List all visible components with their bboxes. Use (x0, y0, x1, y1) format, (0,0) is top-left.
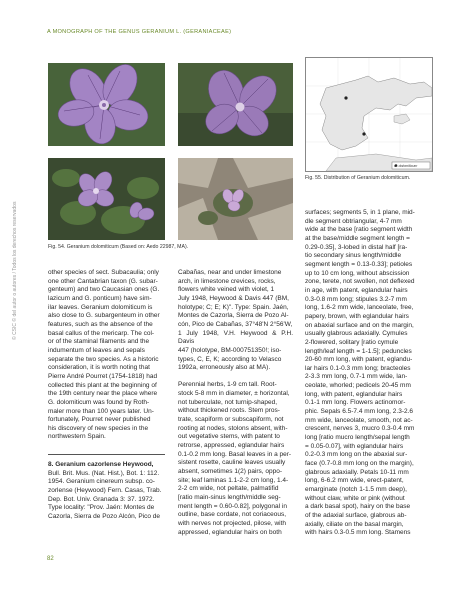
text-line: 1954. Geranium cinereum subsp. co- (48, 478, 155, 486)
text-line: stock 5-8 mm in diameter, ± horizontal, (178, 390, 290, 398)
text-line: Montes de Cazorla, Sierra de Pozo Al- (178, 312, 289, 320)
text-line: sistent rosette, cauline leaves usually (178, 459, 286, 467)
text-line: ment length = 0.60-0.82], polygonal in (178, 502, 287, 510)
text-line: also close to G. subargenteum in other (48, 312, 160, 320)
text-line: one other Cantabrian taxon (G. subar- (48, 277, 158, 285)
text-line: out vegetative stems, with patent to (178, 433, 280, 441)
text-line: up to 10 cm long, without abscission (305, 269, 410, 277)
text-line: lazicum and G. ponticum) have sim- (48, 294, 152, 302)
text-line: or of the staminal filaments and the (48, 338, 150, 346)
text-line: on abaxial surface and on the margin, (305, 321, 414, 329)
text-line: Pierre André Pourret (1754-1818) had (48, 372, 158, 380)
text-line: fortunately, Pourret never published (48, 416, 151, 424)
figure-54-caption: Fig. 54. Geranium dolomiticum (Based on: Aedo 22987, MA). (48, 244, 189, 250)
text-line: maler more than 100 years later. Un- (48, 407, 154, 415)
text-line: 1 July 1948, V.H. Heywood & P.H. Davis (178, 329, 293, 346)
text-line: July 1948, Heywood & Davis 447 (BM, (178, 294, 289, 302)
text-line: genteum) and two Caucasian ones (G. (48, 286, 160, 294)
section-rule (48, 454, 165, 455)
text-line: outline, base cordate, not coriaceous, (178, 511, 287, 519)
text-line: arch, in limestone crevices, rocks, (178, 277, 276, 285)
text-line: the 19th century near the place where (48, 390, 158, 398)
copyright-sidenote: © CSIC © del autor o autores / Todos los derechos reservados (12, 201, 18, 340)
map-locality-marker (344, 96, 347, 99)
text-line: holotype; C; E; K)". Type: Spain. Jaén, (178, 303, 289, 311)
text-line: mm wide, lanceolate, smooth, not ac- (305, 416, 413, 424)
text-line: zone, terete, not swollen, not deflexed (305, 278, 415, 286)
text-line: glabrous adaxially. Petals 10-11 mm (305, 468, 409, 476)
text-line: ilar leaves. Geranium dolomiticum is (48, 303, 153, 311)
text-line: flowers white veined with violet, 1 (178, 286, 275, 294)
text-line: length/leaf length = 1-1.5]; peduncles (305, 347, 412, 355)
text-line: Bull. Brit. Mus. (Nat. Hist.), Bot. 1: 112. (48, 469, 160, 477)
text-line: 0.1-0.2 mm long. Basal leaves in a per- (178, 450, 292, 458)
text-line: Cabañas, near and under limestone (178, 269, 282, 276)
photo-flower-closeup (48, 63, 165, 146)
text-line: appressed, eglandular hairs on both (178, 528, 282, 536)
text-line: usually glabrous adaxially. Cymules (305, 330, 408, 338)
text-line: absent, sometimes 1(2) pairs, oppo- (178, 468, 283, 476)
text-line: northwestern Spain. (48, 433, 106, 441)
text-line: separate the two species. As a historic (48, 355, 159, 363)
text-line: a dark basal spot), hairy on the base (305, 503, 411, 511)
text-line: long, with patent, eglandular hairs (305, 390, 403, 398)
text-line: phic. Sepals 6.5-7.4 mm long, 2.3-2.6 (305, 408, 414, 416)
text-line: face (0.7-0.8 mm long on the margin), (305, 460, 414, 468)
text-line: not tuberculate, not turnip-shaped, (178, 398, 278, 406)
text-line: G. dolomiticum was found by Roth- (48, 398, 150, 406)
text-line: 0.2-0.3 mm long on the abaxial sur- (305, 451, 408, 459)
text-line: types, C, E, K; according to Velasco (178, 355, 282, 363)
text-line: wide at the base [ratio segment width (305, 226, 413, 234)
text-line: indumentum of leaves and sepals (48, 346, 145, 354)
text-line: ceolate, whorled; pedicels 20-45 mm (305, 382, 411, 390)
text-line: in age, with patent, eglandular hairs (305, 286, 408, 294)
text-line: 1992a, erroneously also at MA). (178, 364, 271, 372)
text-line: long, 6-6.2 mm wide, erect-patent, (305, 477, 404, 485)
map-legend: G. dolomiticum (394, 164, 418, 168)
text-line: zorlense (Heywood) Fern. Casas, Trab. (48, 487, 162, 495)
text-line: trate, scapiform or subscapiform, not (178, 416, 284, 424)
text-column-1 (48, 269, 165, 522)
text-line: crescent, nerves 3, mucro 0.3-0.4 mm (305, 425, 415, 433)
text-line: axially, ciliate on the basal margin, (305, 520, 404, 528)
text-line: 20-60 mm long, with patent, eglandu- (305, 356, 413, 364)
text-line: cón, Pico de Cabañas, 37°48'N 2°56'W, (178, 320, 293, 328)
text-line: 2-3.3 mm long, 0.7-1 mm wide, lan- (305, 373, 408, 381)
text-line: Cazorla, Sierra de Pozo Alcón, Pico de (48, 513, 161, 521)
text-line: 0.1-1 mm long. Flowers actinomor- (305, 399, 406, 407)
text-line: emarginate (notch 1-1.5 mm deep), (305, 486, 407, 493)
text-line: papery, brown, with eglandular hairs (305, 312, 409, 320)
text-line: features, such as the absence of the (48, 320, 153, 328)
text-line: rooting at nodes, stolons absent, with- (178, 424, 288, 432)
text-line: tio secondary sinus length/middle (305, 252, 402, 260)
text-column-2 (178, 269, 293, 537)
text-line: Perennial herbs, 1-9 cm tall. Root- (178, 381, 277, 389)
text-line: surfaces; segments 5, in 1 plane, mid- (305, 209, 415, 216)
text-line: 0.3-0.8 mm long; stipules 3.2-7 mm (305, 295, 407, 303)
text-line: basal callus of the mericarp. The col- (48, 329, 155, 337)
text-line: without thickened roots. Stem pros- (178, 407, 280, 415)
text-line: segment length = 0.13-0.33]; petioles (305, 260, 413, 268)
photo-habitat-rocks (178, 158, 293, 240)
text-column-3 (305, 209, 431, 538)
text-line: 0.29-0.35], 3-lobed in distal half [ra- (305, 243, 408, 251)
text-line: long [ratio mucro length/sepal length (305, 434, 410, 442)
text-line: with nerves not projected, pilose, with (178, 519, 287, 527)
text-line: = 0.05-0.07], with eglandular hairs (305, 442, 404, 450)
text-line: 2-flowered, solitary [ratio cymule (305, 338, 399, 346)
distribution-map (305, 57, 433, 172)
map-locality-marker (362, 132, 365, 135)
text-line: long, 1.6-2 mm wide, lanceolate, free, (305, 304, 414, 312)
photo-plant-habit (48, 158, 165, 240)
text-line: with hairs 0.3-0.5 mm long. Stamens (305, 529, 411, 537)
text-line: other species of sect. Subacaulia; only (48, 269, 159, 276)
text-line: Type locality: "Prov. Jaén: Montes de (48, 504, 155, 512)
text-line: at the base/middle segment length = (305, 234, 410, 242)
text-line: site; leaf laminas 1.1-2-2 cm long, 1.4- (178, 476, 289, 484)
text-line: without claw, white or pink (without (305, 494, 405, 502)
text-line: of the adaxial surface, glabrous ab- (305, 511, 407, 519)
text-line: dle segment obtriangular, 4-7 mm (305, 217, 402, 225)
text-line: lar hairs 0.1-0.3 mm long; bracteoles (305, 364, 411, 372)
text-line: retrorse, appressed, eglandular hairs (178, 442, 285, 450)
text-line: 8. Geranium cazorlense Heywood, (48, 461, 154, 469)
photo-flower-side (178, 63, 293, 146)
text-line: [ratio main-sinus length/middle seg- (178, 494, 281, 501)
figure-55-caption: Fig. 55. Distribution of Geranium dolomiticum. (305, 175, 411, 181)
page-number: 82 (47, 556, 54, 562)
text-line: his discovery of new species in the (48, 424, 149, 432)
text-line: consideration, it is worth noting that (48, 364, 150, 372)
text-line: 447 (holotype, BM-000751350!; iso- (178, 346, 282, 354)
text-line: 2-2 cm wide, not peltate, palmatifid (178, 485, 279, 493)
running-title: A MONOGRAPH OF THE GENUS GERANIUM L. (GERANIACEAE) (47, 29, 232, 35)
text-line: Dep. Bot. Univ. Granada 3: 37. 1972. (48, 495, 155, 503)
text-line: collected this plant at the beginning of (48, 381, 157, 389)
